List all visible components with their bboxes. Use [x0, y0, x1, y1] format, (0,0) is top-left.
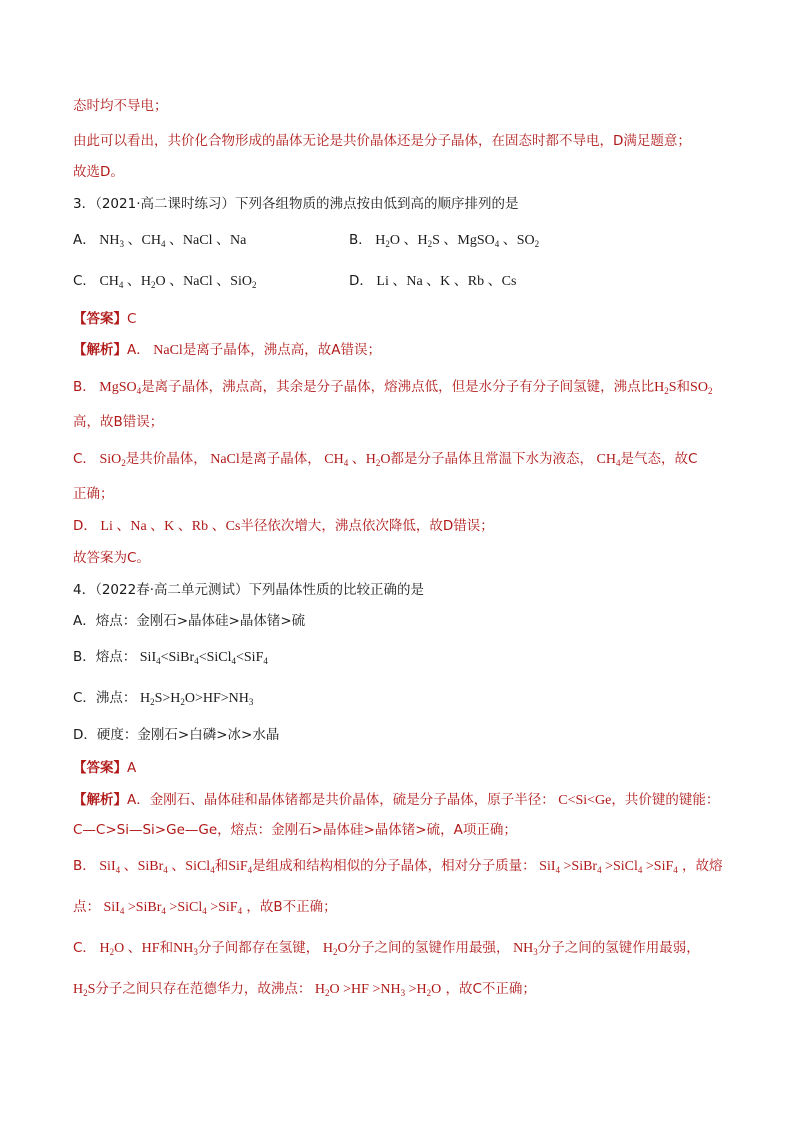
question-text: 下列晶体性质的比较正确的是 — [248, 582, 424, 598]
answer-line — [73, 758, 136, 778]
question-number: 4． — [73, 582, 96, 598]
analysis-line: 【解析】A． NaCl是离子晶体，沸点高，故A错误； — [73, 342, 382, 358]
analysis-continuation-line: 由此可以看出，共价化合物形成的晶体无论是共价晶体还是分子晶体，在固态时都不导电，D满足题意； — [73, 133, 691, 149]
option-c: C． $CH_4$ 、$H_2O$ 、NaCl 、SiO$_2$ — [73, 273, 257, 290]
analysis-line: B． SiI$_4$ 、SiBr$_4$ 、SiCl$_4$和SiF$_4$是组成和结构相似的分子晶体，相对分子质量： SiI$_4$ >SiBr$_4$ >SiCl$_4$ >SiF$_4$ ，故熔 — [73, 858, 723, 875]
question-number: 3． — [73, 196, 96, 212]
option-d: D．硬度：金刚石>白磷>冰>水晶 — [73, 727, 280, 743]
analysis-line: 故答案为C。 — [73, 550, 150, 566]
option-c: C．沸点： $H_2S>H_2O>HF>NH_3$ — [73, 690, 254, 707]
analysis-line: B． MgSO$_4$是离子晶体，沸点高，其余是分子晶体，熔沸点低，但是水分子有分子间氢键，沸点比$H_2S$和$SO_2$ — [73, 379, 713, 396]
analysis-line: C． $H_2O$ 、HF和$NH_3$分子间都存在氢键， $H_2O$分子之间的氢键作用最强， $NH_3$分子之间的氢键作用最弱， — [73, 940, 700, 957]
question-source: （2022春·高二单元测试） — [95, 582, 249, 598]
option-b: B． $H_2O$ 、$H_2S$ 、MgSO$_4$ 、$SO_2$ — [349, 232, 540, 249]
analysis-tag: 【解析】 — [73, 342, 127, 358]
analysis-line: C—C>Si—Si>Ge—Ge，熔点：金刚石>晶体硅>晶体锗>硫，A项正确； — [73, 822, 517, 838]
analysis-line: C． SiO$_2$是共价晶体， NaCl是离子晶体， $CH_4$ 、$H_2O$都是分子晶体且常温下水为液态， $CH_4$是气态，故C — [73, 451, 698, 468]
question-3-stem — [73, 194, 519, 214]
answer-value: C — [127, 311, 137, 327]
analysis-continuation-line: 态时均不导电； — [73, 98, 168, 114]
answer-value: A — [127, 760, 137, 776]
answer-line — [73, 309, 136, 329]
option-b: B．熔点： SiI$_4$<SiBr$_4$<SiCl$_4$<SiF$_4$ — [73, 649, 268, 666]
analysis-line: 点： SiI$_4$ >SiBr$_4$ >SiCl$_4$ >SiF$_4$ ，故B不正确； — [73, 899, 337, 916]
question-4-stem — [73, 580, 424, 600]
question-source: （2021·高二课时练习） — [95, 196, 235, 212]
option-a: A．熔点：金刚石>晶体硅>晶体锗>硫 — [73, 613, 306, 629]
analysis-line: 【解析】A．金刚石、晶体硅和晶体锗都是共价晶体，硫是分子晶体，原子半径： C<Si<Ge，共价键的键能： — [73, 792, 720, 808]
option-d: D． Li 、Na 、K 、Rb 、Cs — [349, 273, 517, 289]
question-text: 下列各组物质的沸点按由低到高的顺序排列的是 — [235, 196, 519, 212]
answer-tag: 【答案】 — [73, 311, 127, 327]
analysis-continuation-line: 故选D。 — [73, 164, 124, 180]
analysis-line: $H_2S$分子之间只存在范德华力，故沸点： $H_2O >HF >NH_3 >H_2O$ ，故C不正确； — [73, 981, 536, 998]
answer-tag: 【答案】 — [73, 760, 127, 776]
analysis-tag: 【解析】 — [73, 792, 127, 808]
option-a: A． $NH_3$ 、$CH_4$ 、NaCl 、Na — [73, 232, 247, 249]
analysis-line: D． Li 、Na 、K 、Rb 、Cs半径依次增大，沸点依次降低，故D错误； — [73, 518, 494, 534]
analysis-line: 高，故B错误； — [73, 414, 164, 430]
analysis-line: 正确； — [73, 486, 114, 502]
